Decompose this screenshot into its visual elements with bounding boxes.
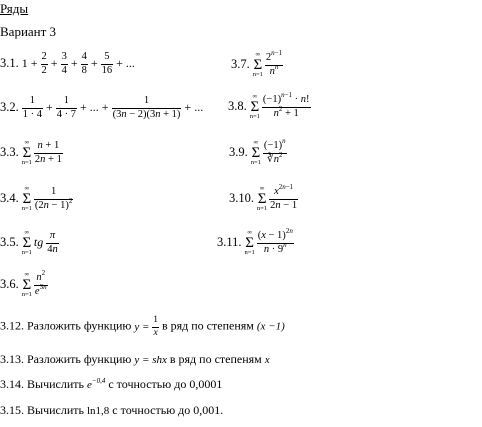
task-text: Вычислить (27, 377, 84, 391)
problem-number: 3.7. (231, 56, 250, 71)
problem-number: 3.2. (0, 99, 19, 114)
problem-3-8: 3.8. ∞ Σ n=1 $\frac{(-1)^{n-1} \cdot n!}{n^2 + 1}$ (228, 91, 310, 120)
task-text: с точностью до 0,0001 (108, 377, 223, 391)
task-text: Вычислить (27, 403, 84, 417)
problem-3-6: 3.6. ∞ Σ n=1 $\frac{n^2}{e^{3n}}$ (0, 269, 47, 298)
task-3-12 (0, 316, 285, 338)
sum-sign: ∞ Σ n=1 (21, 229, 32, 256)
problem-number: 3.5. (0, 234, 19, 249)
function-formula: y = shx (134, 354, 167, 366)
power-argument: x (264, 354, 270, 366)
sum-sign: ∞ Σ n=1 (21, 271, 32, 298)
sum-sign: ∞ Σ n=1 (252, 51, 263, 78)
task-text: в ряд по степеням (161, 318, 254, 333)
task-text: в ряд по степеням (169, 352, 262, 366)
problem-3-2 (0, 96, 203, 120)
sum-sign: ∞ Σ n=1 (250, 139, 261, 166)
task-number: 3.15. (0, 403, 24, 417)
exponent-expression: $e^{-0,4}$ (86, 377, 106, 391)
series-expression: $\frac{1}{1 \cdot 4}$ + $\frac{1}{4 \cdot 7}$ + ... + $\frac{1}{(3n - 2)(3n + 1)}$ + ... (22, 95, 204, 120)
problem-3-7: 3.7. ∞ Σ n=1 $\frac{2^{n-1}}{n^n}$ (231, 49, 283, 78)
problem-number: 3.10. (229, 190, 254, 205)
task-number: 3.13. (0, 352, 24, 366)
problem-number: 3.6. (0, 276, 19, 291)
power-argument: (x −1) (256, 320, 285, 333)
problem-number: 3.8. (228, 98, 247, 113)
problem-number: 3.9. (229, 144, 248, 159)
task-text: Разложить функцию (27, 318, 132, 333)
log-expression: ln1,8 (86, 405, 110, 417)
task-number: 3.12. (0, 318, 24, 333)
sum-sign: ∞ Σ n=1 (21, 185, 32, 212)
task-3-15 (0, 403, 223, 418)
problem-3-1 (0, 52, 135, 76)
problem-3-11: 3.11. ∞ Σ n=1 $\frac{(x - 1)^{2n}}{n \cdot 9^n}$ (217, 227, 293, 256)
problem-3-10: 3.10. ∞ Σ n=1 $\frac{x^{2n-1}}{2n - 1}$ (229, 183, 298, 212)
task-text: Разложить функцию (27, 352, 132, 366)
function-formula: y = $\frac{1}{x}$ (134, 315, 158, 338)
task-number: 3.14. (0, 377, 24, 391)
sum-sign: ∞ Σ n=1 (257, 185, 268, 212)
problem-3-4: 3.4. ∞ Σ n=1 $\frac{1}{(2n - 1)^2}$ (0, 185, 73, 212)
series-expression: 1 + $\frac{2}{2}$ + $\frac{3}{4}$ + $\frac{4}{8}$ + $\frac{5}{16}$ + ... (21, 51, 135, 76)
sum-sign: ∞ Σ n=1 (21, 139, 32, 166)
problem-3-5: 3.5. ∞ Σ n=1 tg $\frac{\pi}{4n}$ (0, 229, 58, 256)
page-title: Ряды (0, 1, 29, 16)
task-3-13 (0, 352, 270, 367)
problem-3-9: 3.9. ∞ Σ n=1 $\frac{(-1)^n}{∛n^2}$ (229, 137, 286, 166)
problem-number: 3.4. (0, 190, 19, 205)
variant-heading: Вариант 3 (0, 24, 57, 39)
problem-number: 3.11. (217, 234, 242, 249)
problem-number: 3.1. (0, 55, 19, 70)
task-3-14 (0, 377, 222, 392)
task-text: с точностью до 0,001. (112, 403, 224, 417)
problem-3-3: 3.3. ∞ Σ n=1 $\frac{n + 1}{2n + 1}$ (0, 139, 62, 166)
sum-sign: ∞ Σ n=1 (244, 229, 255, 256)
problem-number: 3.3. (0, 144, 19, 159)
sum-sign: ∞ Σ n=1 (249, 93, 260, 120)
